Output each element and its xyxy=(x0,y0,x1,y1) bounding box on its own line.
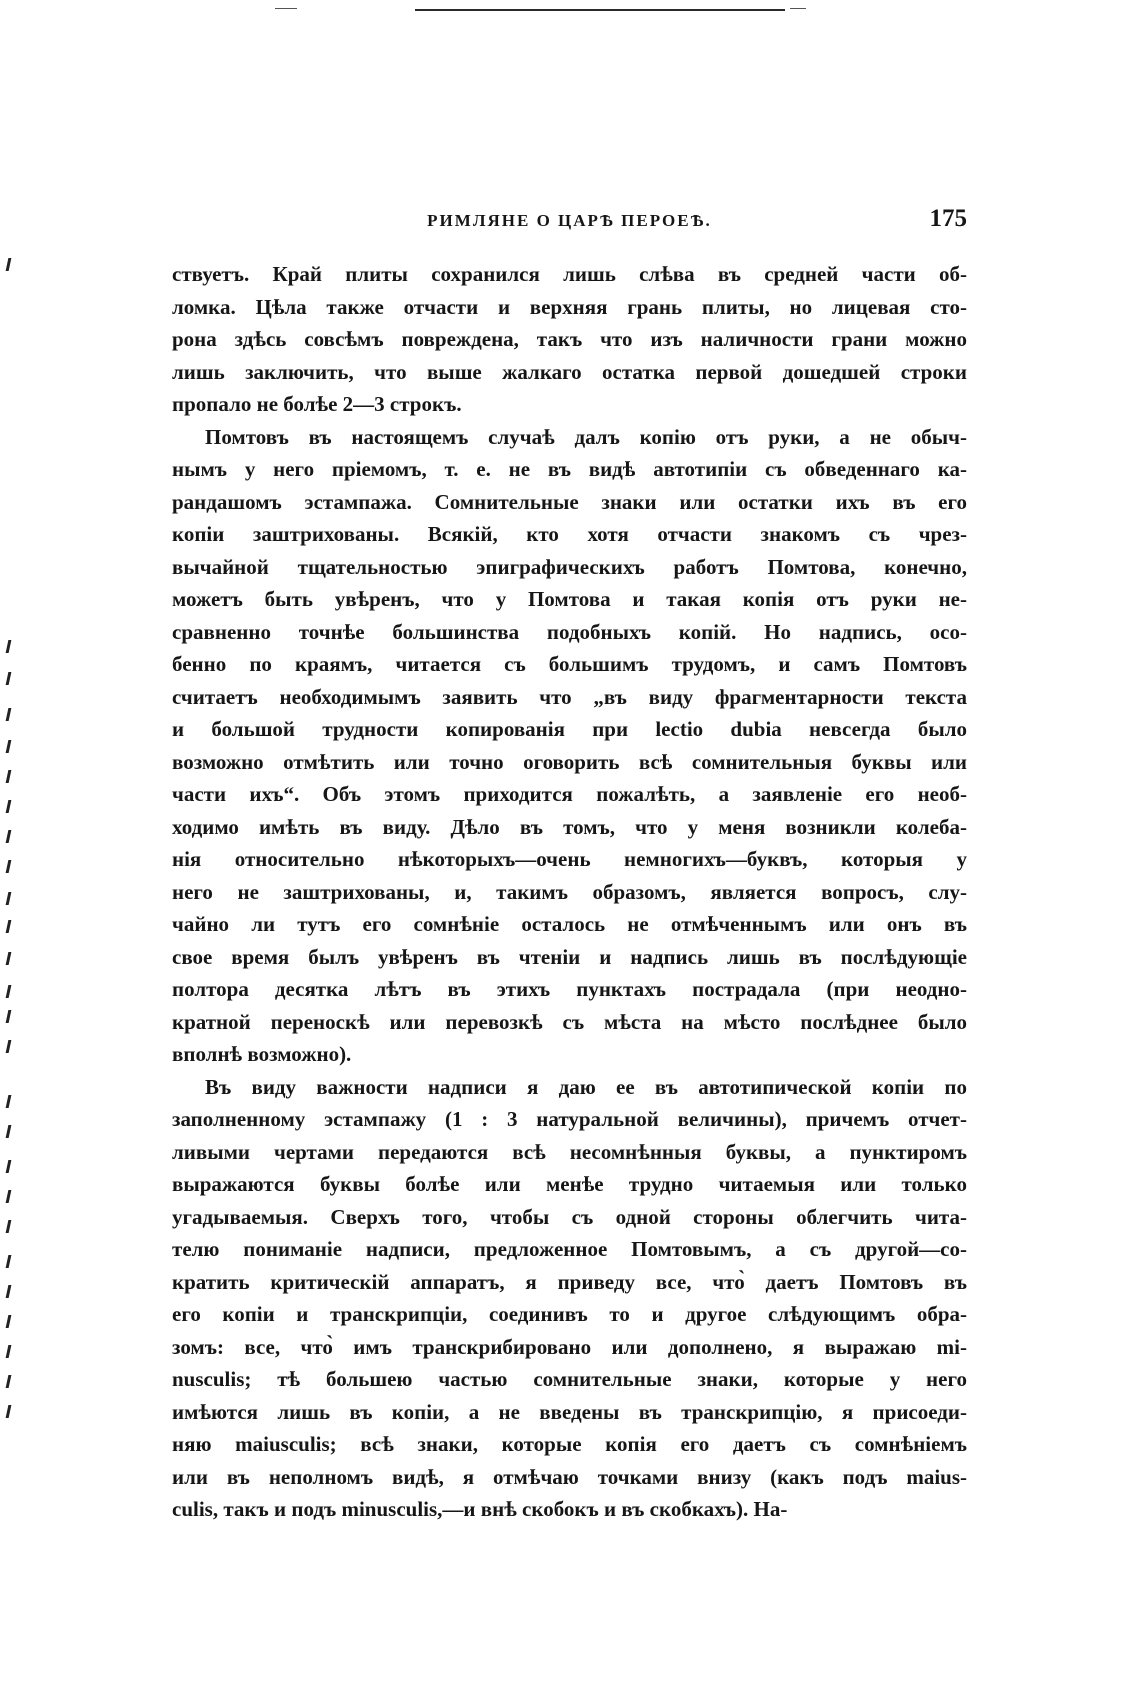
text-line: возможно отмѣтить или точно оговорить всѣ сомнительныя буквы или xyxy=(172,749,967,774)
text-line: угадываемыя. Сверхъ того, чтобы съ одной стороны облегчить чита- xyxy=(172,1204,967,1229)
margin-scan-mark xyxy=(6,860,12,873)
text-line: Помтовъ въ настоящемъ случаѣ далъ копію отъ руки, а не обыч- xyxy=(205,424,967,449)
margin-scan-mark xyxy=(6,1255,12,1268)
page-header xyxy=(172,205,967,239)
text-line: чайно ли тутъ его сомнѣніе осталось не отмѣченнымъ или онъ въ xyxy=(172,912,967,936)
margin-scan-marks xyxy=(0,0,20,1693)
text-line: пропало не болѣе 2—3 строкъ. xyxy=(172,392,462,416)
text-line: можетъ быть увѣренъ, что у Помтова и такая копія отъ руки не- xyxy=(172,587,967,611)
paragraph xyxy=(172,421,967,1071)
text-line: него не заштрихованы, и, такимъ образомъ, является вопросъ, слу- xyxy=(172,879,967,904)
text-line: его копіи и транскрипціи, соединивъ то и другое слѣдующимъ обра- xyxy=(172,1302,967,1326)
text-line: сравненно точнѣе большинства подобныхъ копій. Но надпись, осо- xyxy=(172,619,967,644)
text-line: ломка. Цѣла также отчасти и верхняя грань плиты, но лицевая сто- xyxy=(172,294,967,319)
margin-scan-mark xyxy=(6,1405,12,1418)
body-text xyxy=(172,258,967,1526)
text-line: считаетъ необходимымъ заявить что „въ виду фрагментарности текста xyxy=(172,684,967,709)
margin-scan-mark xyxy=(6,920,12,933)
text-line: копіи заштрихованы. Всякій, кто хотя отчасти знакомъ съ чрез- xyxy=(172,522,967,546)
text-line: нія относительно нѣкоторыхъ—очень немногихъ—буквъ, которыя у xyxy=(172,847,967,871)
text-line: имѣются лишь въ копіи, а не введены въ транскрипцію, я присоеди- xyxy=(172,1399,967,1424)
text-line: или въ неполномъ видѣ, я отмѣчаю точками внизу (какъ подъ maius- xyxy=(172,1464,967,1489)
running-head: РИМЛЯНЕ О ЦАРѢ ПЕРОЕѢ. xyxy=(427,211,712,230)
top-rule-fragment xyxy=(790,8,806,9)
text-line: рандашомъ эстампажа. Сомнительные знаки или остатки ихъ въ его xyxy=(172,489,967,514)
margin-scan-mark xyxy=(6,1220,12,1233)
margin-scan-mark xyxy=(6,1160,12,1173)
margin-scan-mark xyxy=(6,1345,12,1358)
top-rule xyxy=(415,9,785,11)
text-line: кратной переноскѣ или перевозкѣ съ мѣста на мѣсто послѣднее было xyxy=(172,1009,967,1034)
text-line: ходимо имѣть въ виду. Дѣло въ томъ, что у меня возникли колеба- xyxy=(172,814,967,839)
margin-scan-mark xyxy=(6,640,12,653)
text-line: nusculis; тѣ большею частью сомнительные знаки, которые у него xyxy=(172,1367,967,1391)
text-line: части ихъ“. Объ этомъ приходится пожалѣть, а заявленіе его необ- xyxy=(172,782,967,806)
margin-scan-mark xyxy=(6,1010,12,1023)
text-line: кратить критическій аппаратъ, я приведу все, что̀ даетъ Помтовъ въ xyxy=(172,1269,967,1294)
text-line: нымъ у него пріемомъ, т. е. не въ видѣ автотипіи съ обведеннаго ка- xyxy=(172,457,967,481)
margin-scan-mark xyxy=(6,952,12,965)
margin-scan-mark xyxy=(6,1315,12,1328)
paragraph xyxy=(172,258,967,421)
margin-scan-mark xyxy=(6,770,12,783)
margin-scan-mark xyxy=(6,672,12,685)
text-line: вычайной тщательностью эпиграфическихъ работъ Помтова, конечно, xyxy=(172,554,967,579)
text-line: свое время былъ увѣренъ въ чтеніи и надпись лишь въ послѣдующіе xyxy=(172,944,967,969)
text-line: ливыми чертами передаются всѣ несомнѣнныя буквы, а пунктиромъ xyxy=(172,1139,967,1164)
text-line: и большой трудности копированія при lectio dubia невсегда было xyxy=(172,717,967,741)
margin-scan-mark xyxy=(6,1285,12,1298)
text-line: вполнѣ возможно). xyxy=(172,1042,352,1066)
text-line: няю maiusculis; всѣ знаки, которые копія его даетъ съ сомнѣніемъ xyxy=(172,1432,967,1456)
margin-scan-mark xyxy=(6,892,12,905)
margin-scan-mark xyxy=(6,258,12,271)
text-line: выражаются буквы болѣе или менѣе трудно читаемыя или только xyxy=(172,1172,967,1196)
text-line: рона здѣсь совсѣмъ повреждена, такъ что изъ наличности грани можно xyxy=(172,327,967,351)
margin-scan-mark xyxy=(6,1125,12,1138)
margin-scan-mark xyxy=(6,1375,12,1388)
text-line: Въ виду важности надписи я даю ее въ автотипической копіи по xyxy=(205,1074,967,1099)
text-line: телю пониманіе надписи, предложенное Помтовымъ, а съ другой—со- xyxy=(172,1237,967,1261)
text-line: зомъ: все, что̀ имъ транскрибировано или дополнено, я выражаю mi- xyxy=(172,1334,967,1359)
margin-scan-mark xyxy=(6,1095,12,1108)
margin-scan-mark xyxy=(6,985,12,998)
page-number: 175 xyxy=(929,205,967,232)
top-rule-fragment xyxy=(275,8,297,9)
text-line: ствуетъ. Край плиты сохранился лишь слѣва въ средней части об- xyxy=(172,262,967,286)
text-line: полтора десятка лѣтъ въ этихъ пунктахъ пострадала (при неодно- xyxy=(172,977,967,1001)
text-line: culis, такъ и подъ minusculis,—и внѣ скобокъ и въ скобкахъ). На- xyxy=(172,1497,788,1521)
paragraph xyxy=(172,1071,967,1526)
margin-scan-mark xyxy=(6,800,12,813)
margin-scan-mark xyxy=(6,740,12,753)
margin-scan-mark xyxy=(6,708,12,721)
text-line: бенно по краямъ, читается съ большимъ трудомъ, и самъ Помтовъ xyxy=(172,652,967,676)
margin-scan-mark xyxy=(6,830,12,843)
margin-scan-mark xyxy=(6,1040,12,1053)
margin-scan-mark xyxy=(6,1190,12,1203)
text-line: заполненному эстампажу (1 : 3 натуральной величины), причемъ отчет- xyxy=(172,1107,967,1131)
text-line: лишь заключить, что выше жалкаго остатка первой дошедшей строки xyxy=(172,359,967,384)
